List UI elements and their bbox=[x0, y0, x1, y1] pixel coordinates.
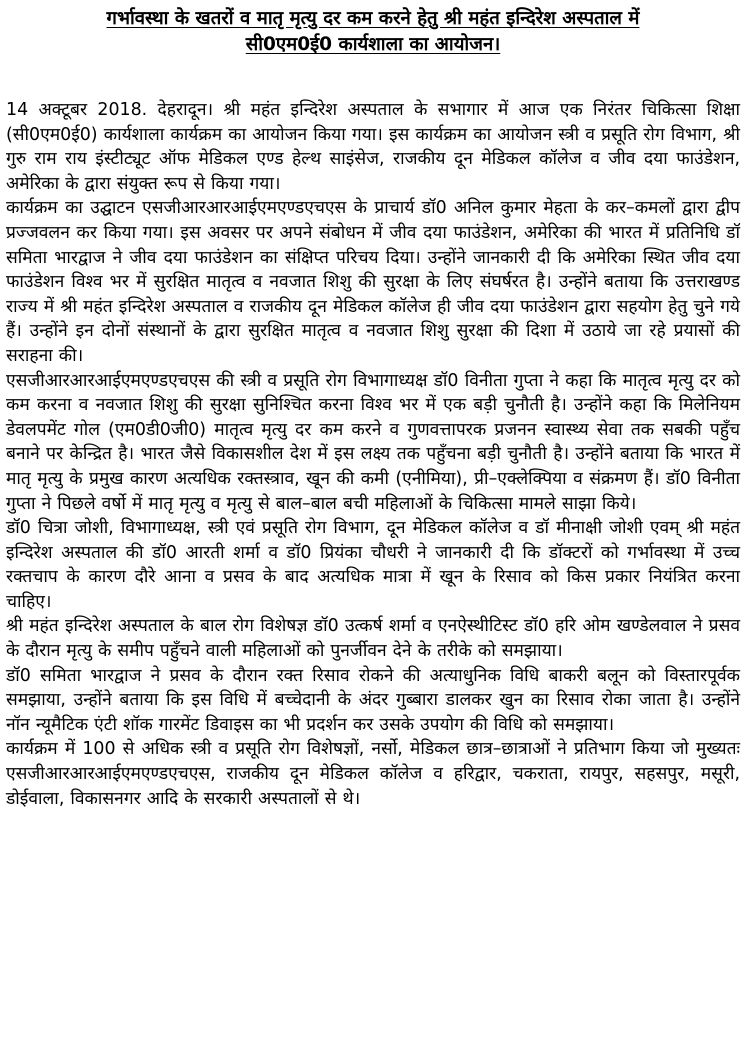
paragraph-intro: 14 अक्टूबर 2018. देहरादून। श्री महंत इन्दिरेश अस्पताल के सभागार में आज एक निरंतर चिकित्सा शिक्षा (सी0एम0ई0) कार्यशाला कार्यक्रम का आयोजन किया गया। इस कार्यक्रम का आयोजन स्त्री व प्रसूति रोग विभाग, श्री गुरु राम राय इंस्टीट्यूट ऑफ मेडिकल एण्ड हेल्थ साइंसेज, राजकीय दून मेडिकल कॉलेज व जीव दया फाउंडेशन, अमेरिका के द्वारा संयुक्त रूप से किया गया। bbox=[6, 100, 740, 194]
title-line-1: गर्भावस्था के खतरों व मातृ मृत्यु दर कम करने हेतु श्री महंत इन्दिरेश अस्पताल में bbox=[106, 8, 640, 29]
paragraph-hypertension: डॉ0 चित्रा जोशी, विभागाध्यक्ष, स्त्री एवं प्रसूति रोग विभाग, दून मेडिकल कॉलेज व डॉ मीनाक्षी जोशी एवम् श्री महंत इन्दिरेश अस्पताल की डॉ0 आरती शर्मा व डॉ0 प्रियंका चौधरी ने जानकारी दी कि डॉक्टरों को गर्भावस्था में उच्च रक्तचाप के कारण दौरे आना व प्रसव के बाद अत्यधिक मात्रा में खून के रिसाव को किस प्रकार नियंत्रित करना चाहिए। bbox=[6, 518, 740, 612]
document-title bbox=[6, 6, 740, 58]
paragraph-bakri-balloon: डॉ0 समिता भारद्वाज ने प्रसव के दौरान रक्त रिसाव रोकने की अत्याधुनिक विधि बाकरी बलून को विस्तारपूर्वक समझाया, उन्होंने बताया कि इस विधि में बच्चेदानी के अंदर गुब्बारा डालकर खुन का रिसाव रोका जाता है। उन्होंने नॉन न्यूमैटिक एंटी शॉक गारमेंट डिवाइस का भी प्रदर्शन कर उसके उपयोग की विधि को समझाया। bbox=[6, 665, 740, 735]
paragraph-maternal-mortality: एसजीआरआरआईएमएण्डएचएस की स्त्री व प्रसूति रोग विभागाध्यक्ष डॉ0 विनीता गुप्ता ने कहा कि मातृत्व मृत्यु दर को कम करना व नवजात शिशु की सुरक्षा सुनिश्चित करना विश्व भर में एक बड़ी चुनौती है। उन्होंने कहा कि मिलेनियम डेवलपमेंट गोल (एम0डी0जी0) मातृत्व मृत्यु दर कम करने व गुणवत्तापरक प्रजनन स्वास्थ्य सेवा तक सबकी पहुँच बनाने पर केन्द्रित है। भारत जैसे विकासशील देश में इस लक्ष्य तक पहुँचना बड़ी चुनौती है। उन्होंने बताया कि भारत में मातृ मृत्यु के प्रमुख कारण अत्यधिक रक्तस्त्राव, खून की कमी (एनीमिया), प्री–एक्लेक्पिया व संक्रमण हैं। डॉ0 विनीता गुप्ता ने पिछले वर्षो में मातृ मृत्यु व मृत्यु से बाल–बाल बची महिलाओं के चिकित्सा मामले साझा किये। bbox=[6, 370, 740, 514]
article-body bbox=[6, 98, 740, 811]
title-line-2: सी0एम0ई0 कार्यशाला का आयोजन। bbox=[245, 34, 501, 55]
paragraph-participants: कार्यक्रम में 100 से अधिक स्त्री व प्रसूति रोग विशेषज्ञों, नर्सो, मेडिकल छात्र–छात्राओं ने प्रतिभाग किया जो मुख्यतः एसजीआरआरआईएमएण्डएचएस, राजकीय दून मेडिकल कॉलेज व हरिद्वार, चकराता, रायपुर, सहसपुर, मसूरी, डोईवाला, विकासनगर आदि के सरकारी अस्पतालों से थे। bbox=[6, 739, 740, 809]
paragraph-inauguration: कार्यक्रम का उद्घाटन एसजीआरआरआईएमएण्डएचएस के प्राचार्य डॉ0 अनिल कुमार मेहता के कर–कमलों द्वारा द्वीप प्रज्जवलन कर किया गया। इस अवसर पर अपने संबोधन में जीव दया फाउंडेशन, अमेरिका की भारत में प्रतिनिधि डॉ समिता भारद्वाज ने जीव दया फाउंडेशन का संक्षिप्त परिचय दिया। उन्होंने जानकारी दी कि अमेरिका स्थित जीव दया फाउंडेशन विश्व भर में सुरक्षित मातृत्व व नवजात शिशु की सुरक्षा के लिए संघर्षरत है। उन्होंने बताया कि उत्तराखण्ड राज्य में श्री महंत इन्दिरेश अस्पताल व राजकीय दून मेडिकल कॉलेज ही जीव दया फाउंडेशन द्वारा सहयोग हेतु चुने गये हैं। उन्होंने इन दोनों संस्थानों के द्वारा सुरक्षित मातृत्व व नवजात शिशु सुरक्षा की दिशा में उठाये जा रहे प्रयासों की सराहना की। bbox=[6, 198, 740, 366]
paragraph-resuscitation: श्री महंत इन्दिरेश अस्पताल के बाल रोग विशेषज्ञ डॉ0 उत्कर्ष शर्मा व एनऐस्थीटिस्ट डॉ0 हरि ओम खण्डेलवाल ने प्रसव के दौरान मृत्यु के समीप पहुँचने वाली महिलाओं को पुनर्जीवन देने के तरीके को समझाया। bbox=[6, 616, 740, 662]
